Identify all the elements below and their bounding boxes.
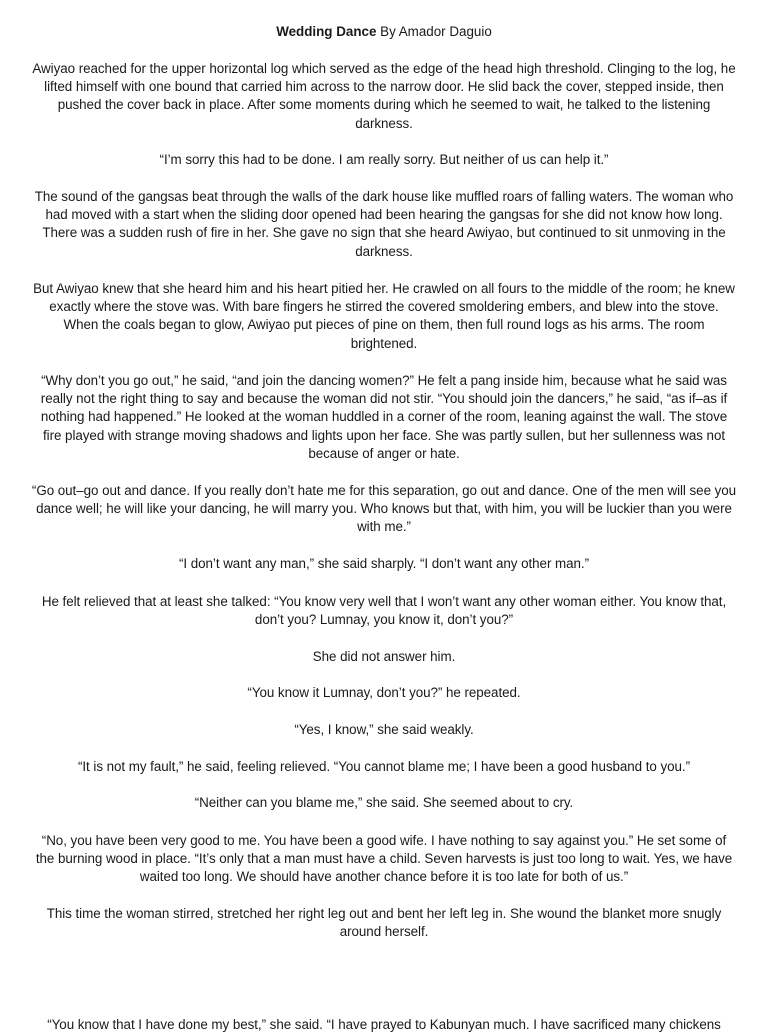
paragraph-9: She did not answer him.	[312, 649, 456, 664]
paragraph-10: “You know it Lumnay, don’t you?” he repeated.	[247, 685, 521, 700]
paragraph-2: “I’m sorry this had to be done. I am really sorry. But neither of us can help it.”	[159, 152, 609, 167]
paragraph-4: But Awiyao knew that she heard him and his heart pitied her. He crawled on all fours to the middle of the room; he knew exactly where the stove was. With bare fingers he stirred the covered smoldering embers, and blew into the stove. When the coals began to glow, Awiyao put pieces of pine on them, then full round logs as his arms. The room brightened.	[33, 281, 735, 351]
paragraph-1: Awiyao reached for the upper horizontal log which served as the edge of the head high threshold. Clinging to the log, he lifted himself with one bound that carried him across to the narrow door. He slid back the cover, stepped inside, then pushed the cover back in place. After some moments during which he seemed to wait, he talked to the listening darkness.	[32, 61, 736, 131]
paragraph-15: This time the woman stirred, stretched her right leg out and bent her left leg in. She wound the blanket more snugly around herself.	[46, 906, 722, 940]
paragraph-7: “I don’t want any man,” she said sharply. “I don’t want any other man.”	[178, 556, 590, 571]
paragraph-5: “Why don’t you go out,” he said, “and join the dancing women?” He felt a pang inside him, because what he said was really not the right thing to say and because the woman did not stir. “You should join the dancers,” he said, “as if–as if nothing had happened.” He looked at the woman huddled in a corner of the room, leaning against the wall. The stove fire played with strange moving shadows and lights upon her face. She was partly sullen, but her sullenness was not because of anger or hate.	[40, 373, 728, 461]
paragraph-13: “Neither can you blame me,” she said. She seemed about to cry.	[194, 795, 574, 810]
title-line	[0, 23, 768, 41]
paragraph-6: “Go out–go out and dance. If you really don’t hate me for this separation, go out and dance. One of the men will see you dance well; he will like your dancing, he will marry you. Who knows but that, with him, you will be luckier than you were with me.”	[31, 483, 737, 535]
paragraph-16-cut-off: “You know that I have done my best,” she said. “I have prayed to Kabunyan much. I have sacrificed many chickens	[47, 1017, 721, 1032]
paragraph-11: “Yes, I know,” she said weakly.	[294, 722, 474, 737]
author-byline: By Amador Daguio	[380, 24, 492, 39]
paragraph-8: He felt relieved that at least she talked: “You know very well that I won’t want any other woman either. You know that, don’t you? Lumnay, you know it, don’t you?”	[41, 594, 727, 628]
paragraph-12: “It is not my fault,” he said, feeling relieved. “You cannot blame me; I have been a good husband to you.”	[77, 759, 691, 774]
story-title: Wedding Dance	[276, 24, 377, 39]
paragraph-14: “No, you have been very good to me. You have been a good wife. I have nothing to say against you.” He set some of the burning wood in place. “It’s only that a man must have a child. Seven harvests is just too long to wait. Yes, we have waited too long. We should have another chance before it is too late for both of us.”	[35, 833, 733, 885]
paragraph-3: The sound of the gangsas beat through the walls of the dark house like muffled roars of falling waters. The woman who had moved with a start when the sliding door opened had been hearing the gangsas for she did not know how long. There was a sudden rush of fire in her. She gave no sign that she heard Awiyao, but continued to sit unmoving in the darkness.	[34, 189, 734, 259]
